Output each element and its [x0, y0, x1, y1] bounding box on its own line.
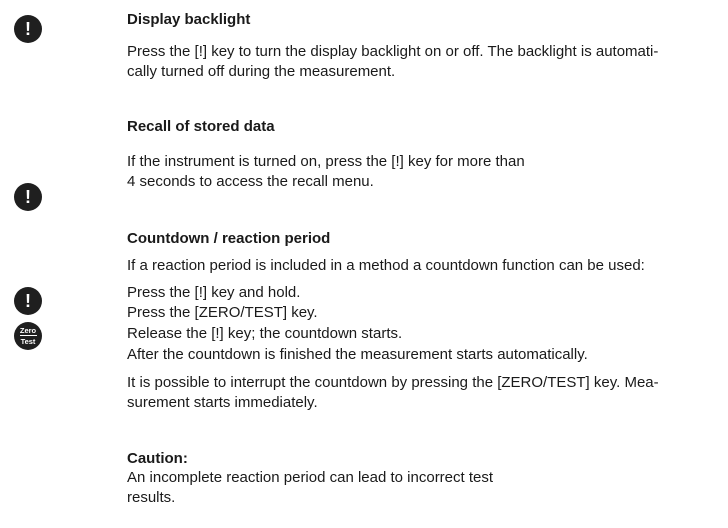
exclamation-glyph: ! [25, 187, 31, 207]
paragraph-line: It is possible to interrupt the countdown by pressing the [ZERO/TEST] key. Mea- [127, 374, 659, 391]
caution-heading: Caution: [127, 450, 188, 467]
paragraph-line: surement starts immediately. [127, 394, 318, 411]
zero-test-top-label: Zero [19, 325, 37, 335]
section-heading-backlight: Display backlight [127, 11, 251, 28]
zero-test-key-icon [14, 322, 42, 350]
zero-test-bottom-label: Test [20, 337, 36, 346]
step-line: After the countdown is finished the measurement starts automatically. [127, 346, 588, 363]
section-heading-recall: Recall of stored data [127, 118, 275, 135]
exclamation-key-icon [14, 15, 42, 43]
paragraph-intro: If a reaction period is included in a method a countdown function can be used: [127, 257, 645, 274]
step-line: Press the [!] key and hold. [127, 284, 301, 301]
section-heading-countdown: Countdown / reaction period [127, 230, 331, 247]
paragraph-line: 4 seconds to access the recall menu. [127, 173, 374, 190]
exclamation-key-icon [14, 287, 42, 315]
exclamation-glyph: ! [25, 19, 31, 39]
paragraph-line: cally turned off during the measurement. [127, 63, 396, 80]
caution-line: An incomplete reaction period can lead to incorrect test [127, 469, 494, 486]
step-line: Press the [ZERO/TEST] key. [127, 304, 318, 321]
exclamation-key-icon [14, 183, 42, 211]
paragraph-line: If the instrument is turned on, press the [!] key for more than [127, 153, 525, 170]
step-line: Release the [!] key; the countdown starts. [127, 325, 403, 342]
paragraph-line: Press the [!] key to turn the display backlight on or off. The backlight is automati- [127, 43, 659, 60]
caution-line: results. [127, 489, 176, 506]
exclamation-glyph: ! [25, 291, 31, 311]
